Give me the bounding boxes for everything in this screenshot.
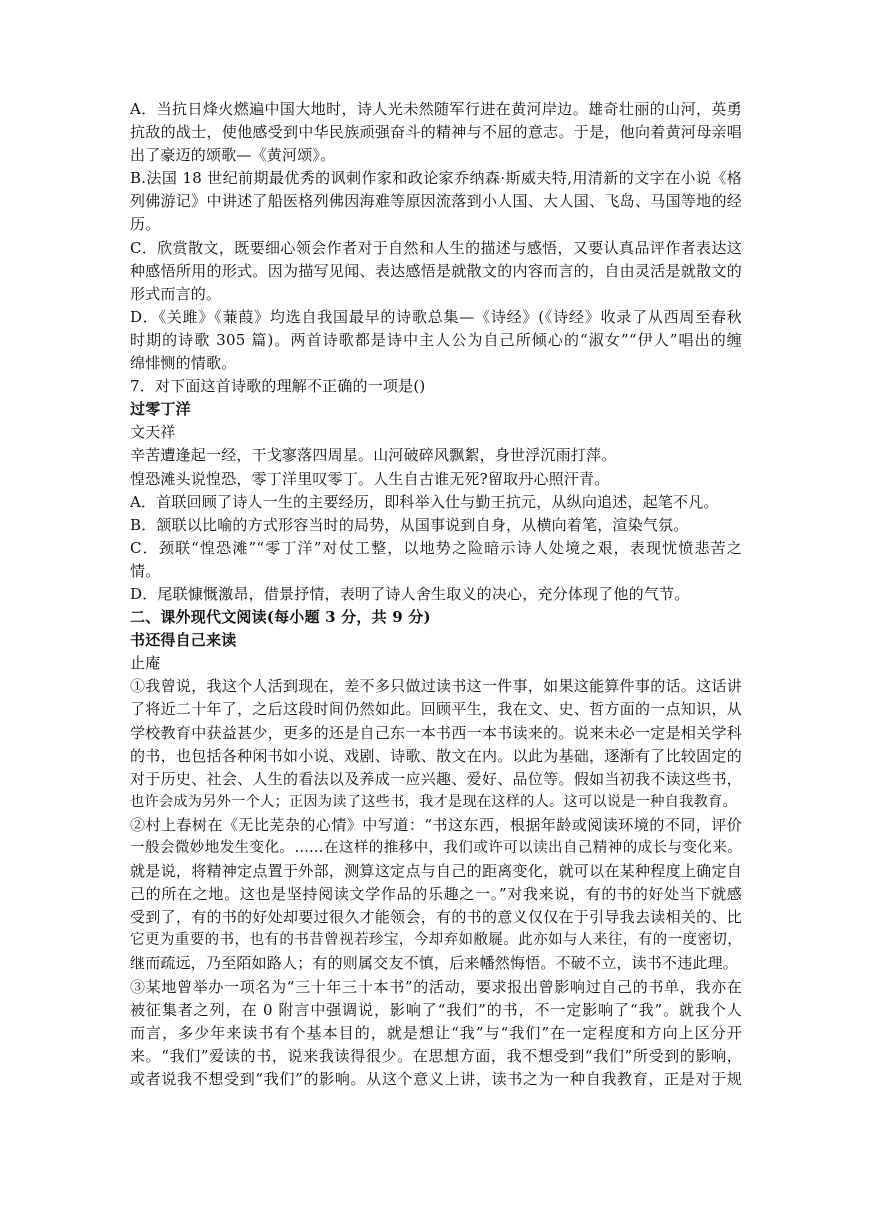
paragraph-2-line: 一般会微妙地发生变化。……在这样的推移中，我们或许可以读出自己精神的成长与变化来。 [130, 840, 742, 856]
article-author: 止庵 [130, 654, 161, 673]
paragraph-1-line: 了将近二十年了，之后这段时间仍然如此。回顾平生，我在文、史、哲方面的一点知识，从 [130, 700, 742, 719]
q6-option-b-line: 历。 [130, 215, 161, 234]
article-title: 书还得自己来读 [130, 631, 237, 650]
q6-option-b-line: B.法国 18 世纪前期最优秀的讽刺作家和政论家乔纳森·斯威夫特,用清新的文字在小说《格 [130, 169, 742, 188]
paragraph-2-line: 继而疏远，乃至陌如路人；有的则属交友不慎，后来幡然悔悟。不破不立，读书不违此理。 [130, 954, 739, 973]
paragraph-1-line: 对于历史、社会、人生的看法以及养成一应兴趣、爱好、品位等。假如当初我不读这些书， [130, 769, 742, 788]
q6-option-d-line: D．《关雎》《蒹葭》均选自我国最早的诗歌总集—《诗经》(《诗经》收录了从西周至春秋 [130, 307, 742, 326]
paragraph-1-line: ①我曾说，我这个人活到现在，差不多只做过读书这一件事，如果这能算件事的话。这话讲 [130, 677, 742, 696]
q6-option-d-line: 时期的诗歌 305 篇)。两首诗歌都是诗中主人公为自己所倾心的“淑女”“伊人”唱出的缠 [130, 330, 742, 349]
paragraph-3-line: 或者说我不想受到“我们”的影响。从这个意义上讲，读书之为一种自我教育，正是对于规 [130, 1069, 742, 1088]
paragraph-3-line: 来。“我们”爱读的书，说来我读得很少。在思想方面，我不想受到“我们”所受到的影响， [130, 1046, 742, 1065]
paragraph-2-line: ②村上春树在《无比芜杂的心情》中写道：“书这东西，根据年龄或阅读环境的不同，评价 [130, 815, 742, 834]
q6-option-c-line: 种感悟所用的形式。因为描写见闻、表达感悟是就散文的内容而言的，自由灵活是就散文的 [130, 261, 742, 280]
q7-option-b: B．颔联以比喻的方式形容当时的局势，从国事说到自身，从横向着笔，渲染气氛。 [130, 515, 689, 534]
document-page [130, 98, 742, 1091]
q6-option-a-line: 出了豪迈的颂歌—《黄河颂》。 [130, 146, 336, 165]
q6-option-c-line: 形式而言的。 [130, 284, 222, 303]
q6-option-a-line: 抗敌的战士，使他感受到中华民族顽强奋斗的精神与不屈的意志。于是，他向着黄河母亲唱 [130, 123, 742, 142]
paragraph-3-line: 而言，多少年来读书有个基本目的，就是想让“我”与“我们”在一定程度和方向上区分开 [130, 1023, 742, 1042]
q6-option-b-line: 列佛游记》中讲述了船医格列佛因海难等原因流落到小人国、大人国、飞岛、马国等地的经 [130, 192, 742, 211]
paragraph-2-line: 它更为重要的书，也有的书昔曾视若珍宝，今却弃如敝屣。此亦如与人来往，有的一度密切， [130, 932, 742, 949]
poem-line: 辛苦遭逢起一经，干戈寥落四周星。山河破碎风飘絮，身世浮沉雨打萍。 [130, 446, 617, 465]
q6-option-a-line: A．当抗日烽火燃遍中国大地时，诗人光未然随军行进在黄河岸边。雄奇壮丽的山河，英勇 [130, 100, 742, 118]
paragraph-2-line: 己的所在之地。这也是坚持阅读文学作品的乐趣之一。”对我来说，有的书的好处当下就感 [130, 885, 742, 904]
q7-option-c-line: 情。 [130, 561, 161, 580]
paragraph-1-line: 学校教育中获益甚少，更多的还是自己东一本书西一本书读来的。说来未必一定是相关学科 [130, 723, 742, 742]
paragraph-2-line: 受到了，有的书的好处却要过很久才能领会，有的书的意义仅仅在于引导我去读相关的、比 [130, 908, 742, 927]
paragraph-1-line: 也许会成为另外一个人；正因为读了这些书，我才是现在这样的人。这可以说是一种自我教育。 [130, 793, 737, 810]
paragraph-3-line: 被征集者之列，在 0 附言中强调说，影响了“我们”的书，不一定影响了“我”。就我个人 [130, 1000, 742, 1019]
q6-option-c-line: C．欣赏散文，既要细心领会作者对于自然和人生的描述与感悟，又要认真品评作者表达这 [130, 238, 742, 257]
paragraph-3-line: ③某地曾举办一项名为“三十年三十本书”的活动，要求报出曾影响过自己的书单，我亦在 [130, 977, 742, 996]
poem-title: 过零丁洋 [130, 400, 191, 419]
q7-option-c-line: C．颈联“惶恐滩”“零丁洋”对仗工整，以地势之险暗示诗人处境之艰，表现忧愤悲苦之 [130, 538, 742, 557]
section-heading: 二、课外现代文阅读(每小题 3 分，共 9 分) [130, 608, 431, 627]
q7-option-a: A．首联回顾了诗人一生的主要经历，即科举入仕与勤王抗元，从纵向追述，起笔不凡。 [130, 492, 719, 511]
paragraph-1-line: 的书，也包括各种闲书如小说、戏剧、诗歌、散文在内。以此为基础，逐渐有了比较固定的 [130, 746, 742, 765]
q7-stem: 7．对下面这首诗歌的理解不正确的一项是() [130, 377, 426, 396]
q6-option-d-line: 绵悱恻的情歌。 [130, 354, 237, 373]
poem-line: 惶恐滩头说惶恐，零丁洋里叹零丁。人生自古谁无死?留取丹心照汗青。 [130, 469, 610, 488]
poem-author: 文天祥 [130, 423, 176, 442]
paragraph-2-line: 就是说，将精神定点置于外部，测算这定点与自己的距离变化，就可以在某种程度上确定自 [130, 862, 742, 881]
q7-option-d: D．尾联慷慨激昂，借景抒情，表明了诗人舍生取义的决心，充分体现了他的气节。 [130, 584, 690, 603]
